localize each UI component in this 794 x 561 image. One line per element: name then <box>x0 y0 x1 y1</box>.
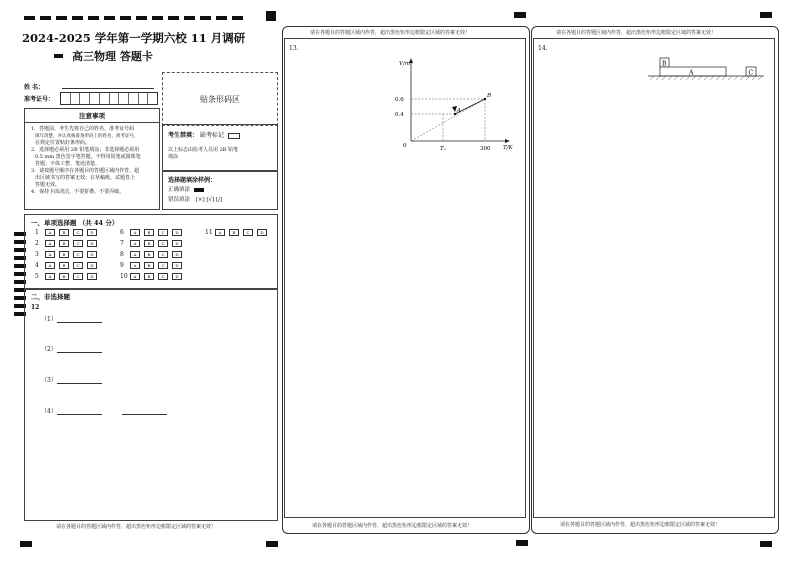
mc-option-d[interactable]: D <box>87 251 97 258</box>
mc-question-row <box>35 262 101 269</box>
point-a-label: A <box>457 108 461 114</box>
mc-option-c[interactable]: C <box>158 273 168 280</box>
answer-line-2[interactable] <box>57 346 102 353</box>
mc-option-a[interactable]: A <box>45 273 55 280</box>
warning-footer-1: 请在各题目的答题区域内作答，超出黑色矩形边框限定区域的答案无效！ <box>56 524 217 530</box>
warning-header-3: 请在各题目的答题区域内作答，超出黑色矩形边框限定区域的答案无效！ <box>556 30 717 36</box>
mc-option-b[interactable]: B <box>144 262 154 269</box>
mc-option-c[interactable]: C <box>158 229 168 236</box>
mc-option-a[interactable]: A <box>130 251 140 258</box>
title-mark <box>54 54 63 58</box>
question-13-box[interactable] <box>284 38 526 518</box>
notice-line: 0.5 mm 黑色签字笔答题，不得用铅笔或圆珠笔 <box>35 154 141 160</box>
forbidden-desc: 以上标志由监考人员用 2B 铅笔 <box>168 147 239 153</box>
wrong-fill-samples: [×] [√] [/] <box>195 197 223 203</box>
question-14-label: 14. <box>538 45 548 52</box>
mc-question-row <box>35 273 101 280</box>
mc-option-d[interactable]: D <box>87 262 97 269</box>
mc-question-row <box>205 229 271 236</box>
mc-question-row <box>120 251 186 258</box>
mc-question-row <box>35 251 101 258</box>
block-b-label: B <box>662 60 667 68</box>
point-b <box>484 98 486 100</box>
correct-fill-label: 正确填涂 <box>168 187 191 193</box>
forbidden-label: 考生禁填： <box>168 132 199 139</box>
mc-option-b[interactable]: B <box>59 262 69 269</box>
part-3-label: （3） <box>41 377 57 384</box>
mc-question-row <box>35 240 101 247</box>
block-diagram <box>646 53 772 93</box>
notice-line: 出区域书写的答案无效；在草稿纸、试题卷上 <box>35 175 136 181</box>
question-12-label: 12 <box>31 304 40 311</box>
x-tick-300: 300 <box>480 146 491 152</box>
mc-option-d[interactable]: D <box>172 229 182 236</box>
question-13-label: 13. <box>289 45 299 52</box>
id-boxes[interactable] <box>60 92 158 105</box>
notice-line: 1．答题前，考生先将自己的姓名、准考证号码 <box>31 126 135 132</box>
notice-line: 2．选择题必须用 2B 铅笔填涂；非选择题必须用 <box>31 147 140 153</box>
mc-option-b[interactable]: B <box>144 251 154 258</box>
point-b-label: B <box>487 93 492 99</box>
notice-line: 4．保持卡面清洁，不要折叠、不要弄破。 <box>31 189 125 195</box>
mc-question-number: 4 <box>35 262 39 269</box>
warning-footer-3: 请在各题目的答题区域内作答，超出黑色矩形边框限定区域的答案无效！ <box>560 522 721 528</box>
subject-title: 高三物理 答题卡 <box>72 50 153 63</box>
mc-option-b[interactable]: B <box>229 229 239 236</box>
mc-question-number: 11 <box>205 229 213 236</box>
forbidden-box <box>162 124 278 172</box>
answer-line-4b[interactable] <box>122 408 167 415</box>
mc-option-c[interactable]: C <box>158 262 168 269</box>
mc-question-number: 5 <box>35 273 39 280</box>
barcode-area <box>162 72 278 126</box>
mc-question-row <box>120 240 186 247</box>
mc-option-a[interactable]: A <box>45 251 55 258</box>
mc-option-c[interactable]: C <box>158 251 168 258</box>
wrong-fill-label: 错误填涂 <box>168 197 191 203</box>
mc-option-c[interactable]: C <box>158 240 168 247</box>
mc-question-number: 2 <box>35 240 39 247</box>
x-axis-label: T/K <box>503 145 513 151</box>
mc-option-b[interactable]: B <box>144 273 154 280</box>
absent-mark-label: 缺考标记 <box>199 132 224 139</box>
x-arrow <box>505 139 510 143</box>
block-a-label: A <box>689 69 694 77</box>
mc-option-d[interactable]: D <box>257 229 267 236</box>
page-title: 2024-2025 学年第一学期六校 11 月调研 <box>22 31 246 45</box>
mc-option-d[interactable]: D <box>172 262 182 269</box>
mc-question-number: 6 <box>120 229 124 236</box>
name-field[interactable] <box>62 88 154 89</box>
part-1-label: （1） <box>41 316 57 323</box>
ground-hatch <box>650 76 762 80</box>
part-4-label: （4） <box>41 408 57 415</box>
section2-box <box>24 288 278 521</box>
mc-option-a[interactable]: A <box>45 262 55 269</box>
question-14-box[interactable] <box>533 38 775 518</box>
mc-option-c[interactable]: C <box>73 251 83 258</box>
mc-option-a[interactable]: A <box>130 229 140 236</box>
fill-example-box <box>162 170 278 210</box>
mc-option-a[interactable]: A <box>45 229 55 236</box>
mc-question-number: 3 <box>35 251 39 258</box>
mc-option-c[interactable]: C <box>243 229 253 236</box>
y-axis-label: V/m³ <box>399 61 413 67</box>
part-2-label: （2） <box>41 346 57 353</box>
x-tick-ta: Tₐ <box>440 146 446 152</box>
notice-line: 答题无效。 <box>35 182 61 188</box>
mc-option-b[interactable]: B <box>144 240 154 247</box>
notice-title: 注意事项 <box>25 109 159 123</box>
section1-title: 一、单项选择题 （共 44 分） <box>31 219 119 227</box>
mc-option-a[interactable]: A <box>130 262 140 269</box>
warning-footer-2: 请在各题目的答题区域内作答，超出黑色矩形边框限定区域的答案无效！ <box>312 523 473 529</box>
mc-option-a[interactable]: A <box>215 229 225 236</box>
barcode-label: 贴条形码区 <box>200 94 240 104</box>
y-tick-06: 0.6 <box>395 97 404 103</box>
mc-option-d[interactable]: D <box>172 240 182 247</box>
notice-line: 3．请按题号顺序在各题目的答题区域内作答，超 <box>31 168 140 174</box>
id-label: 准考证号： <box>24 96 55 103</box>
forbidden-desc: 填涂 <box>168 154 179 160</box>
warning-header-2: 请在各题目的答题区域内作答，超出黑色矩形边框限定区域的答案无效！ <box>310 30 471 36</box>
mc-option-c[interactable]: C <box>73 240 83 247</box>
mc-option-b[interactable]: B <box>144 229 154 236</box>
mc-question-row <box>120 229 186 236</box>
section2-title: 二、非选择题 <box>31 293 70 301</box>
mc-option-b[interactable]: B <box>59 251 69 258</box>
vt-graph <box>395 55 515 155</box>
block-c-label: C <box>748 69 754 77</box>
mc-option-a[interactable]: A <box>130 273 140 280</box>
mc-question-row <box>35 229 101 236</box>
mc-option-b[interactable]: B <box>59 229 69 236</box>
y-tick-04: 0.4 <box>395 112 404 118</box>
mc-option-c[interactable]: C <box>73 273 83 280</box>
mc-question-number: 1 <box>35 229 39 236</box>
notice-box <box>24 108 160 210</box>
mc-question-row <box>120 262 186 269</box>
mc-option-c[interactable]: C <box>73 262 83 269</box>
notice-line: 填写清楚，并认真核准条形码上的姓名、准考证号， <box>35 134 139 139</box>
mc-option-d[interactable]: D <box>172 251 182 258</box>
mc-option-d[interactable]: D <box>87 273 97 280</box>
mc-option-a[interactable]: A <box>45 240 55 247</box>
mc-option-c[interactable]: C <box>73 229 83 236</box>
answer-line-1[interactable] <box>57 316 102 323</box>
mc-option-d[interactable]: D <box>172 273 182 280</box>
answer-line-4a[interactable] <box>57 408 102 415</box>
mc-question-number: 8 <box>120 251 124 258</box>
mc-question-number: 7 <box>120 240 124 247</box>
point-a <box>454 113 456 115</box>
mc-question-number: 9 <box>120 262 124 269</box>
mc-option-d[interactable]: D <box>87 240 97 247</box>
mc-option-a[interactable]: A <box>130 240 140 247</box>
correct-fill-sample <box>194 188 204 192</box>
mc-question-row <box>120 273 186 280</box>
answer-line-3[interactable] <box>57 377 102 384</box>
mc-question-number: 10 <box>120 273 128 280</box>
origin-label: 0 <box>403 143 407 149</box>
mc-option-b[interactable]: B <box>59 273 69 280</box>
fill-example-title: 选择题填涂样例： <box>168 177 217 184</box>
line-ob <box>411 99 485 141</box>
notice-line: 答题；字体工整、笔迹清楚。 <box>35 161 101 167</box>
mc-option-d[interactable]: D <box>87 229 97 236</box>
notice-line: 在规定位置贴好条形码。 <box>35 140 91 146</box>
absent-mark-box[interactable] <box>228 133 240 139</box>
mc-option-b[interactable]: B <box>59 240 69 247</box>
name-label: 姓 名： <box>24 84 45 91</box>
